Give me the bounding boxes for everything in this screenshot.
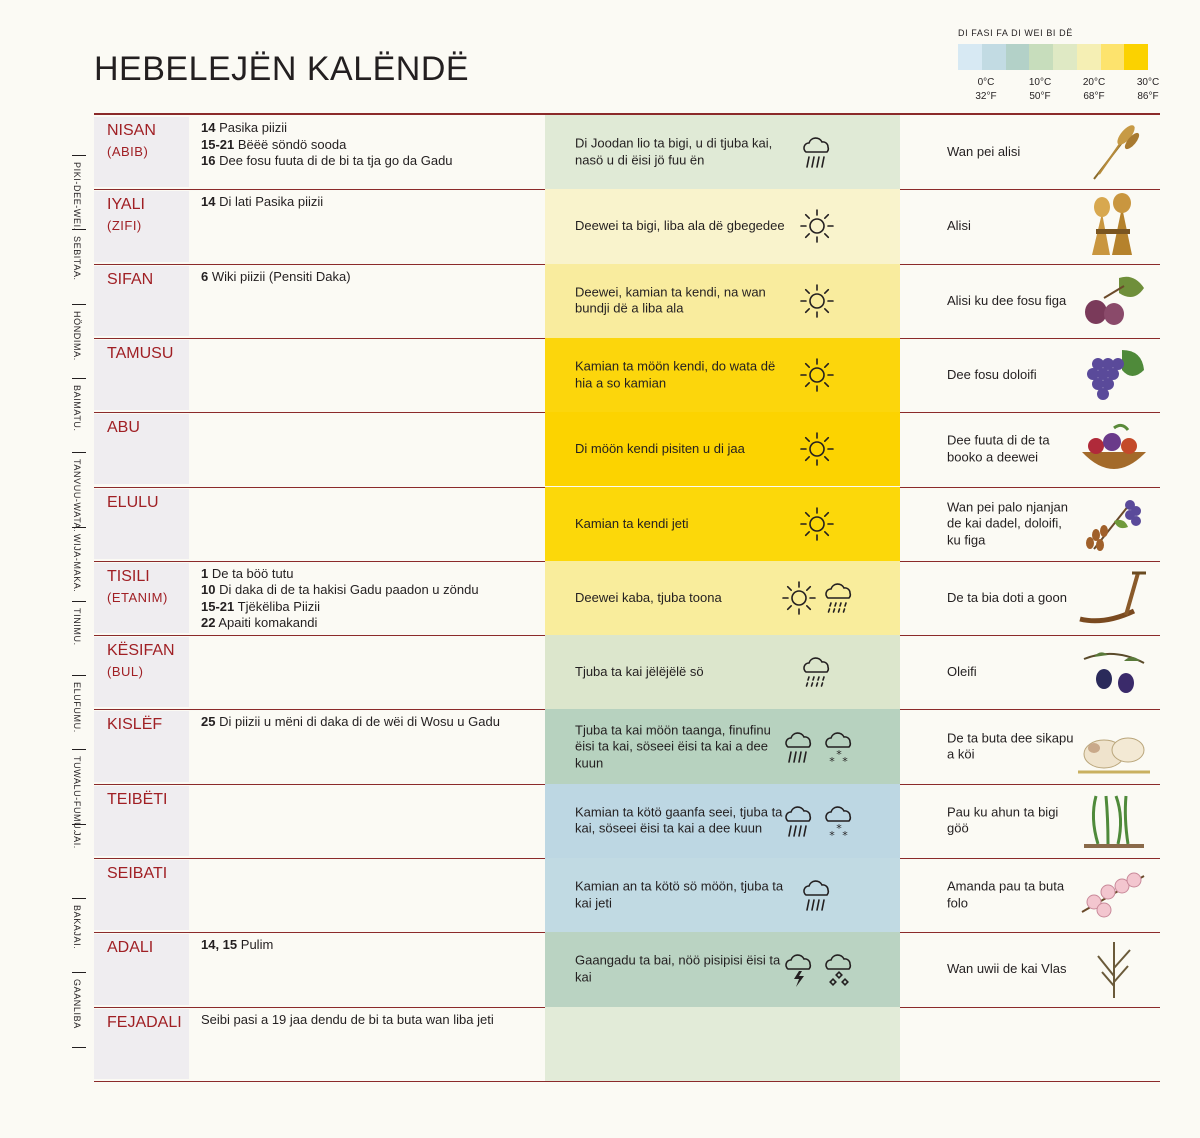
festival-list [201, 714, 541, 731]
climate-cell [545, 412, 900, 486]
sidebar-divider [72, 452, 86, 453]
climate-description: Tjuba ta kai jëlëjëlë sö [575, 663, 704, 679]
agriculture-text: Wan pei palo njanjan de kai dadel, doloifi, ku figa [947, 498, 1068, 547]
table-row [94, 189, 1160, 263]
legend-tick-fahrenheit: 32°F [975, 91, 997, 102]
month-cell [94, 414, 189, 484]
legend-swatch [1101, 44, 1125, 70]
agriculture-text: De ta buta dee sikapu a köi [947, 730, 1074, 762]
festival-date: 10 [201, 582, 216, 598]
festival-text: Seibi pasi a 19 jaa dendu de bi ta buta wan liba jeti [201, 1011, 494, 1027]
row-divider [94, 1081, 1160, 1082]
festival-item [201, 1012, 541, 1029]
festival-item [201, 566, 541, 583]
table-row [94, 932, 1160, 1006]
month-cell [94, 1009, 189, 1079]
climate-cell [545, 561, 900, 635]
sun-icon [797, 429, 837, 469]
barley-icon [1074, 119, 1154, 185]
table-row [94, 561, 1160, 635]
rain-icon [779, 801, 819, 841]
climate-cell [545, 189, 900, 263]
month-cell [94, 860, 189, 930]
page-title: HEBELEJËN KALËNDË [94, 50, 470, 88]
festival-item [201, 937, 541, 954]
sidebar-divider [72, 898, 86, 899]
month-name: ABU [107, 419, 140, 437]
month-cell [94, 191, 189, 261]
month-cell [94, 266, 189, 336]
festival-item [201, 615, 541, 632]
table-row [94, 338, 1160, 412]
olive-icon [1074, 639, 1154, 705]
agriculture-text: Alisi [947, 218, 971, 234]
legend-tick-celsius: 20°C [1082, 77, 1106, 88]
climate-description: Gaangadu ta bai, nöö pisipisi ëisi ta kai [575, 952, 781, 985]
sidebar-divider [72, 304, 86, 305]
month-cell [94, 563, 189, 633]
fig-icon [1074, 268, 1154, 334]
sidebar-divider [72, 675, 86, 676]
snow-icon [819, 801, 859, 841]
month-name: TAMUSU [107, 344, 174, 362]
climate-description: Kamian ta kötö gaanfa seei, tjuba ta kai, söseei ëisi ta kai a dee kuun [575, 804, 783, 836]
agriculture-text: Oleifi [947, 663, 977, 679]
festival-item [201, 599, 541, 616]
legend-swatch [982, 44, 1006, 70]
table-row [94, 858, 1160, 932]
flax-icon [1074, 936, 1154, 1002]
climate-description: Kamian ta kendi jeti [575, 515, 689, 531]
festival-text: De ta böö tutu [211, 565, 294, 581]
festival-item [201, 714, 541, 731]
blossom-icon [1074, 862, 1154, 928]
festival-item [201, 137, 541, 154]
month-name: TISILI [107, 567, 150, 585]
climate-description: Deewei, kamian ta kendi, na wan bundji dë a liba ala [575, 284, 766, 316]
wheat-sheaf-icon [1074, 193, 1154, 259]
festival-item [201, 269, 541, 286]
drizzle-icon [819, 578, 859, 618]
sun-icon [797, 504, 837, 544]
month-name: ELULU [107, 493, 159, 511]
grapes-icon [1074, 342, 1154, 408]
festival-list [201, 566, 541, 632]
climate-cell [545, 1007, 900, 1081]
legend-tick [1020, 76, 1060, 104]
dates-grapes-icon [1074, 491, 1154, 557]
rain-icon [779, 727, 819, 767]
agriculture-text: Dee fuuta di de ta booko a deewei [947, 432, 1050, 465]
climate-cell [545, 115, 900, 189]
sidebar-divider [72, 378, 86, 379]
climate-cell [545, 858, 900, 932]
agriculture-text: Wan uwii de kai Vlas [947, 961, 1067, 977]
legend-swatch [1077, 44, 1101, 70]
month-name: KËSIFAN [107, 642, 175, 660]
month-name: KISLËF [107, 716, 163, 734]
festival-date: 15-21 [201, 598, 235, 614]
month-name: NISAN [107, 122, 156, 139]
legend-swatch [1053, 44, 1077, 70]
festival-item [201, 194, 541, 211]
agriculture-text: Pau ku ahun ta bigi göö [947, 804, 1059, 836]
festival-item [201, 153, 541, 170]
festival-text: Dee fosu fuuta di de bi ta tja go da Gadu [219, 153, 453, 168]
temperature-legend [958, 28, 1168, 106]
sun-icon [797, 281, 837, 321]
climate-cell [545, 635, 900, 709]
legend-tick [1074, 76, 1114, 104]
svg-text:*: * [836, 821, 842, 835]
month-alt-name: (ZIFI) [107, 218, 142, 234]
rain-icon [797, 875, 837, 915]
legend-tick-fahrenheit: 68°F [1083, 91, 1105, 102]
month-alt-name: (ETANIM) [107, 589, 168, 605]
legend-swatch [1124, 44, 1148, 70]
festival-text: Tjëkëliba Piizii [237, 598, 321, 614]
climate-description: Kamian an ta kötö sö möön, tjuba ta kai jeti [575, 878, 784, 911]
legend-tick [1128, 76, 1168, 104]
svg-text:*: * [842, 828, 848, 841]
sidebar-divider [72, 601, 86, 602]
fruit-basket-icon [1074, 416, 1154, 482]
festival-text: Pasika piizii [219, 120, 288, 135]
svg-text:*: * [842, 754, 848, 767]
festival-text: Di piizii u mëni di daka di de wëi di Wosu u Gadu [219, 714, 500, 730]
snow-icon [819, 727, 859, 767]
svg-text:*: * [829, 828, 835, 841]
festival-text: Wiki piizii (Pensiti Daka) [211, 268, 351, 284]
festival-date: 14, 15 [201, 937, 238, 953]
festival-date: 14 [201, 194, 216, 210]
svg-text:*: * [829, 754, 835, 767]
agriculture-text: Wan pei alisi [947, 143, 1021, 159]
legend-ticks [958, 76, 1168, 106]
sun-icon [779, 578, 819, 618]
climate-description: Deewei kaba, tjuba toona [575, 589, 722, 605]
sheep-icon [1074, 714, 1154, 780]
sun-icon [797, 355, 837, 395]
festival-item [201, 120, 541, 137]
legend-swatch [1029, 44, 1053, 70]
month-name: FEJADALI [107, 1013, 182, 1031]
festival-date: 6 [201, 268, 209, 284]
agriculture-text: De ta bia doti a goon [947, 589, 1067, 605]
agriculture-text: Amanda pau ta buta folo [947, 878, 1065, 911]
climate-description: Deewei ta bigi, liba ala dë gbegedee [575, 218, 785, 234]
month-cell [94, 711, 189, 781]
climate-cell [545, 709, 900, 783]
climate-cell [545, 784, 900, 858]
month-name: ADALI [107, 939, 154, 957]
agriculture-text: Alisi ku dee fosu figa [947, 292, 1067, 308]
table-row [94, 115, 1160, 189]
storm-icon [779, 949, 819, 989]
legend-tick-celsius: 30°C [1136, 77, 1160, 88]
rain-icon [797, 132, 837, 172]
climate-description: Kamian ta möön kendi, do wata dë hia a so kamian [575, 358, 776, 391]
legend-title: DI FASI FA DI WEI BI DË [958, 28, 1073, 38]
festival-date: 15-21 [201, 136, 235, 152]
table-row [94, 487, 1160, 561]
season-sidebar: PIKI-DEE-WEI. SEBITAA. HÖNDIMA. BAIMATU. TANVUU-WATA. WIJA-MAKA. TINIMU. ELUFUMU. TUWALU-FUMU. JAI. BAKAJAI. GAANLIBA [60, 150, 94, 1050]
table-row [94, 635, 1160, 709]
legend-swatch [1006, 44, 1030, 70]
month-cell [94, 637, 189, 707]
sidebar-divider [72, 1047, 86, 1048]
sidebar-divider [72, 155, 86, 156]
legend-tick-celsius: 0°C [977, 77, 995, 88]
table-row [94, 709, 1160, 783]
plow-icon [1074, 565, 1154, 631]
festival-list [201, 269, 541, 286]
table-row [94, 264, 1160, 338]
festival-text: Di lati Pasika piizii [219, 194, 324, 210]
legend-tick [966, 76, 1006, 104]
climate-cell [545, 264, 900, 338]
legend-swatch [958, 44, 982, 70]
table-row [94, 412, 1160, 486]
legend-tick-fahrenheit: 50°F [1029, 91, 1051, 102]
festival-text: Di daka di de ta hakisi Gadu paadon u zöndu [219, 582, 479, 598]
svg-text:*: * [836, 747, 842, 761]
festival-date: 14 [201, 120, 216, 135]
climate-description: Di Joodan lio ta bigi, u di tjuba kai, nasö u di ëisi jö fuu ën [575, 135, 773, 168]
month-cell [94, 489, 189, 559]
month-name: SEIBATI [107, 865, 168, 882]
drizzle-icon [797, 652, 837, 692]
festival-date: 22 [201, 615, 216, 631]
festival-date: 25 [201, 714, 216, 730]
sun-icon [797, 206, 837, 246]
festival-list [201, 1012, 541, 1029]
sprout-icon [1074, 788, 1154, 854]
festival-text: Pulim [240, 937, 274, 953]
month-alt-name: (ABIB) [107, 144, 149, 159]
month-name: TEIBËTI [107, 790, 168, 808]
festival-text: Apaiti komakandi [218, 615, 318, 631]
month-cell [94, 340, 189, 410]
month-alt-name: (BUL) [107, 664, 144, 680]
festival-list [201, 194, 541, 211]
month-cell [94, 934, 189, 1004]
festival-date: 1 [201, 565, 209, 581]
table-row [94, 1007, 1160, 1081]
climate-description: Di möön kendi pisiten u di jaa [575, 441, 745, 457]
month-cell [94, 117, 189, 187]
festival-item [201, 582, 541, 599]
festival-list [201, 120, 541, 170]
climate-description: Tjuba ta kai möön taanga, finufinu ëisi ta kai, söseei ëisi ta kai a dee kuun [575, 721, 771, 770]
climate-cell [545, 932, 900, 1006]
hail-icon [819, 949, 859, 989]
legend-tick-fahrenheit: 86°F [1137, 91, 1159, 102]
agriculture-text: Dee fosu doloifi [947, 366, 1037, 382]
festival-list [201, 937, 541, 954]
festival-date: 16 [201, 153, 216, 168]
festival-text: Bëëë söndö sooda [237, 136, 347, 152]
legend-tick-celsius: 10°C [1028, 77, 1052, 88]
month-cell [94, 786, 189, 856]
climate-cell [545, 487, 900, 561]
table-row [94, 784, 1160, 858]
month-name: IYALI [107, 196, 145, 214]
climate-cell [545, 338, 900, 412]
temperature-gradient [958, 44, 1148, 70]
sidebar-divider [72, 749, 86, 750]
sidebar-divider [72, 972, 86, 973]
month-name: SIFAN [107, 270, 154, 288]
